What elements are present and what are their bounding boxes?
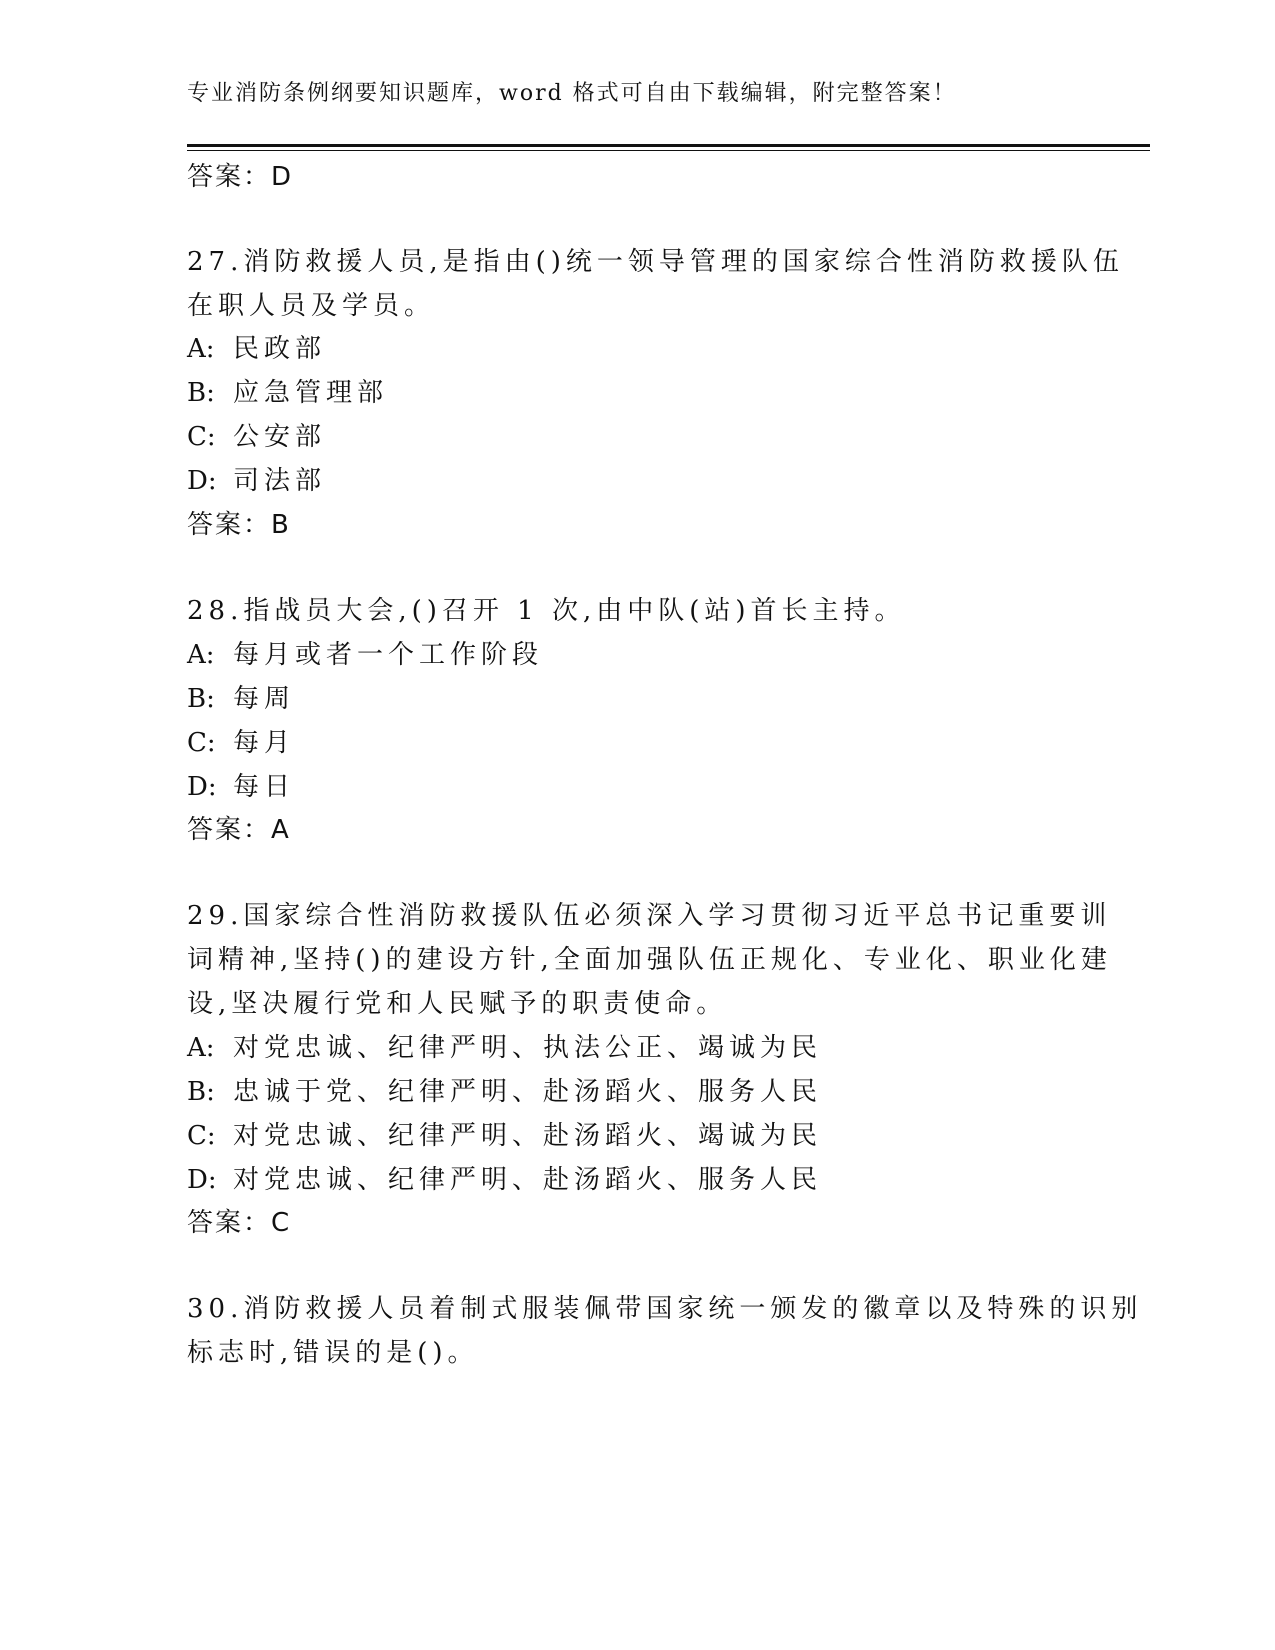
option-text: 司法部 — [233, 466, 327, 496]
option-letter: C: — [187, 728, 216, 758]
option-letter: B: — [187, 684, 215, 714]
question-28-option-d — [187, 770, 295, 804]
header-rule-thick — [187, 144, 1150, 147]
question-27-option-d — [187, 464, 326, 498]
question-29-line-1: 29.国家综合性消防救援队伍必须深入学习贯彻习近平总书记重要训 — [187, 901, 1112, 931]
option-letter: D: — [187, 1165, 217, 1195]
question-28-line-1: 28.指战员大会,()召开 1 次,由中队(站)首长主持。 — [187, 596, 906, 626]
question-27-line-2: 在职人员及学员。 — [187, 291, 436, 321]
option-text: 对党忠诚、纪律严明、执法公正、竭诚为民 — [233, 1033, 823, 1063]
option-text: 每周 — [233, 684, 296, 714]
option-letter: A: — [187, 1033, 215, 1063]
option-letter: A: — [187, 334, 215, 364]
option-letter: D: — [187, 466, 217, 496]
option-text: 每月或者一个工作阶段 — [233, 640, 544, 670]
option-letter: C: — [187, 1121, 216, 1151]
option-text: 公安部 — [233, 422, 327, 452]
question-29-option-a — [187, 1031, 822, 1065]
header-rule-thin — [187, 150, 1150, 151]
option-letter: A: — [187, 640, 215, 670]
option-text: 应急管理部 — [233, 378, 389, 408]
answer-prev: 答案：D — [187, 162, 294, 192]
question-29-line-2: 词精神,坚持()的建设方针,全面加强队伍正规化、专业化、职业化建 — [187, 945, 1112, 975]
option-text: 每日 — [233, 772, 296, 802]
question-28-option-b — [187, 682, 295, 716]
question-27-option-a — [187, 332, 326, 366]
option-letter: B: — [187, 378, 215, 408]
option-text: 每月 — [233, 728, 296, 758]
question-28-option-c — [187, 726, 295, 760]
page-header: 专业消防条例纲要知识题库，word 格式可自由下载编辑，附完整答案！ — [187, 81, 957, 106]
question-29-answer: 答案：C — [187, 1208, 292, 1238]
question-29-option-d — [187, 1163, 822, 1197]
option-text: 对党忠诚、纪律严明、赴汤蹈火、竭诚为民 — [233, 1121, 823, 1151]
question-27-option-c — [187, 420, 326, 454]
question-27-answer: 答案：B — [187, 510, 291, 540]
option-letter: B: — [187, 1077, 215, 1107]
question-29-option-b — [187, 1075, 822, 1109]
question-27-line-1: 27.消防救援人员,是指由()统一领导管理的国家综合性消防救援队伍 — [187, 247, 1124, 277]
question-28-option-a — [187, 638, 543, 672]
question-30-line-2: 标志时,错误的是()。 — [187, 1338, 479, 1368]
question-28-answer: 答案：A — [187, 815, 291, 845]
option-text: 民政部 — [233, 334, 327, 364]
option-text: 对党忠诚、纪律严明、赴汤蹈火、服务人民 — [233, 1165, 823, 1195]
question-29-option-c — [187, 1119, 822, 1153]
option-text: 忠诚于党、纪律严明、赴汤蹈火、服务人民 — [233, 1077, 823, 1107]
option-letter: D: — [187, 772, 217, 802]
question-29-line-3: 设,坚决履行党和人民赋予的职责使命。 — [187, 989, 728, 1019]
question-27-option-b — [187, 376, 388, 410]
option-letter: C: — [187, 422, 216, 452]
question-30-line-1: 30.消防救援人员着制式服装佩带国家统一颁发的徽章以及特殊的识别 — [187, 1294, 1143, 1324]
